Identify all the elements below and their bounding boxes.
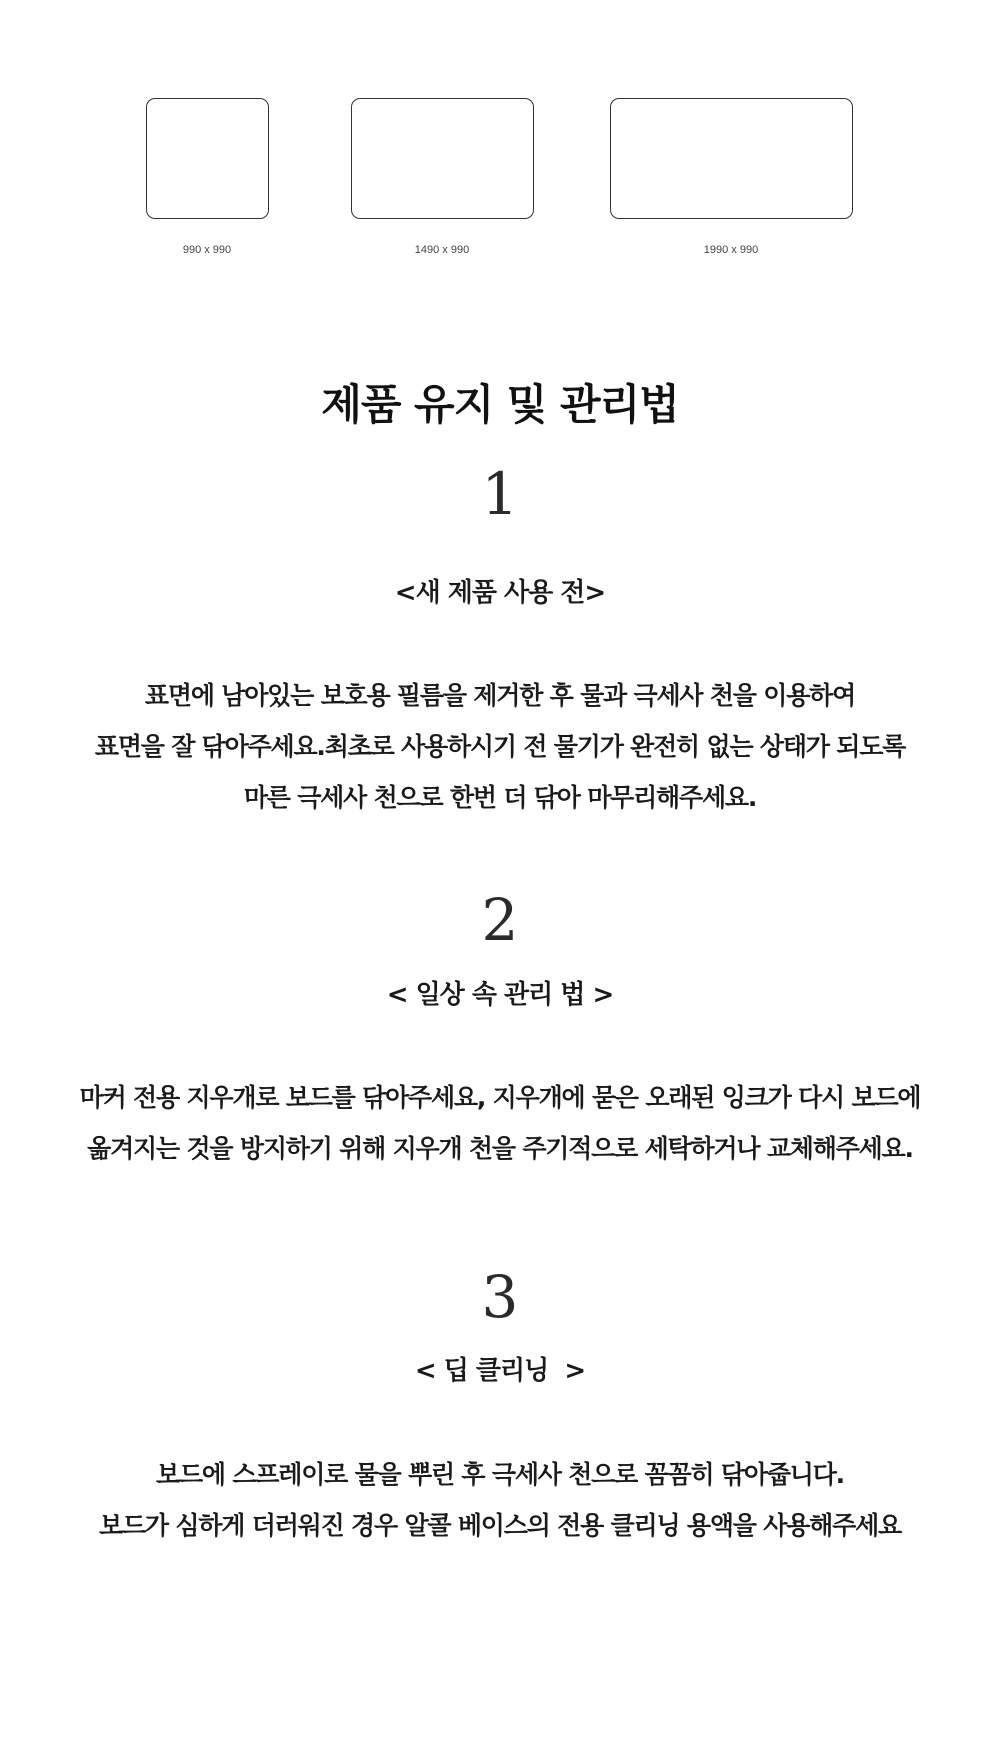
step-number-2: 2 xyxy=(481,886,519,954)
step-heading-2: < 일상 속 관리 법 > xyxy=(386,980,614,1010)
step-heading-1: <새 제품 사용 전> xyxy=(394,578,606,608)
step-2-text-line: 마커 전용 지우개로 보드를 닦아주세요, 지우개에 묻은 오래된 잉크가 다시 보드에 xyxy=(79,1083,921,1112)
step-2-text-line: 옮겨지는 것을 방지하기 위해 지우개 천을 주기적으로 세탁하거나 교체해주세요. xyxy=(87,1134,913,1163)
page-title: 제품 유지 및 관리법 xyxy=(321,380,679,429)
step-1-text-line: 마른 극세사 천으로 한번 더 닦아 마무리해주세요. xyxy=(243,783,757,812)
size-label-1990x990: 1990 x 990 xyxy=(703,244,759,256)
size-label-1490x990: 1490 x 990 xyxy=(414,244,470,256)
size-outline-990x990 xyxy=(146,98,269,219)
step-body-3 xyxy=(0,1449,1000,1551)
size-label-990x990: 990 x 990 xyxy=(182,244,232,256)
step-number-1: 1 xyxy=(481,460,519,528)
step-3-text-line: 보드가 심하게 더러워진 경우 알콜 베이스의 전용 클리닝 용액을 사용해주세요 xyxy=(99,1511,901,1540)
step-number-3: 3 xyxy=(481,1263,519,1331)
step-3-text-line: 보드에 스프레이로 물을 뿌린 후 극세사 천으로 꼼꼼히 닦아줍니다. xyxy=(156,1460,844,1489)
step-1-text-line: 표면에 남아있는 보호용 필름을 제거한 후 물과 극세사 천을 이용하여 xyxy=(144,681,856,710)
step-1-text-line: 표면을 잘 닦아주세요.최초로 사용하시기 전 물기가 완전히 없는 상태가 되도록 xyxy=(94,732,906,761)
step-heading-3: < 딥 클리닝 > xyxy=(414,1356,586,1386)
step-body-2 xyxy=(0,1072,1000,1174)
size-outline-1490x990 xyxy=(351,98,534,219)
size-outline-1990x990 xyxy=(610,98,853,219)
step-body-1 xyxy=(0,670,1000,823)
